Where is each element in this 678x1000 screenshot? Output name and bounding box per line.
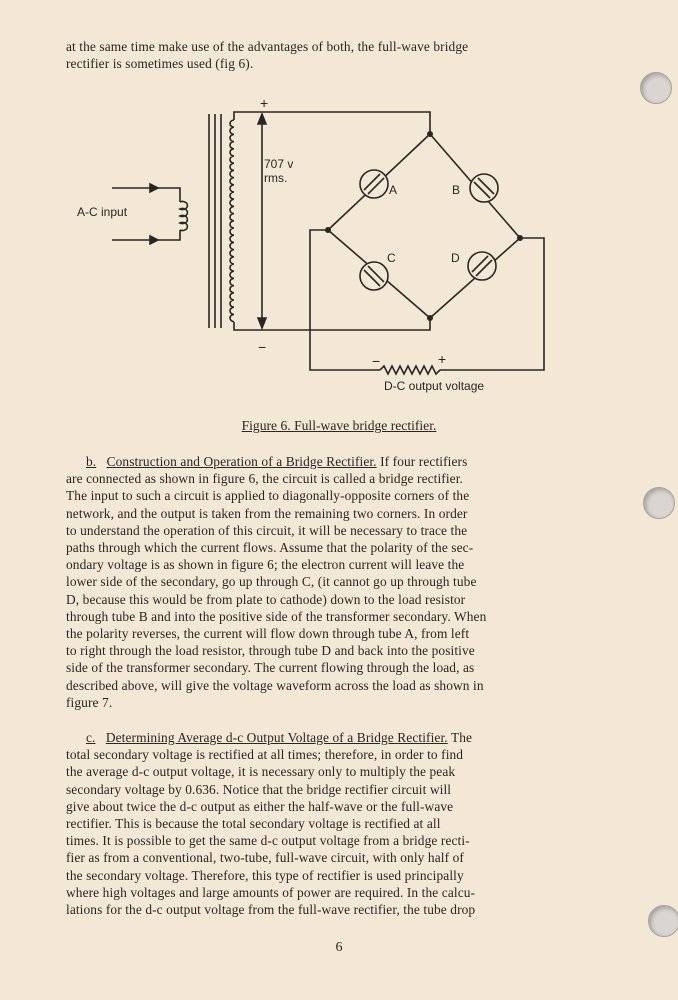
section-b-paragraph [66, 453, 596, 711]
load-plus-label: + [438, 351, 447, 367]
section-b-line: side of the transformer secondary. The current flowing through the load, as [66, 660, 475, 676]
section-b-first-line [66, 453, 596, 470]
section-c-first-line [66, 729, 596, 746]
section-c-line: fier as from a conventional, two-tube, full-wave circuit, with only half of [66, 850, 464, 866]
section-c-line: give about twice the d-c output as either the half-wave or the full-wave [66, 798, 454, 814]
section-b-line: through tube B and into the positive side of the transformer secondary. When [66, 608, 487, 624]
tube-d-icon [468, 252, 496, 280]
tube-c-icon [360, 262, 388, 290]
section-b-line: figure 7. [66, 694, 113, 710]
section-b-line: The input to such a circuit is applied to diagonally-opposite corners of the [66, 488, 470, 504]
section-b-line: to understand the operation of this circuit, it will be necessary to trace the [66, 522, 468, 538]
section-c-heading: Determining Average d-c Output Voltage of a Bridge Rectifier. [105, 730, 448, 745]
intro-line: rectifier is sometimes used (fig 6). [66, 56, 254, 72]
section-b-line: the polarity reverses, the current will flow down through tube A, from left [66, 626, 470, 642]
section-b-heading: Construction and Operation of a Bridge Rectifier. [106, 454, 377, 469]
dc-output-label: D-C output voltage [384, 379, 485, 393]
section-b-line: to right through the load resistor, through tube D and back into the positive [66, 643, 475, 659]
ac-input-label: A-C input [77, 205, 128, 219]
section-b-line: ondary voltage is as shown in figure 6; the electron current will leave the [66, 557, 465, 573]
tube-a-icon [360, 170, 388, 198]
intro-paragraph [66, 38, 596, 72]
section-c-line: total secondary voltage is rectified at all times; therefore, in order to find [66, 747, 464, 763]
binder-hole-bottom [648, 905, 678, 937]
section-c-line: times. It is possible to get the same d-c output voltage from a bridge recti- [66, 833, 470, 849]
tube-b-icon [470, 174, 498, 202]
intro-line: at the same time make use of the advantages of both, the full-wave bridge [66, 39, 469, 54]
section-b-line: lower side of the secondary, go up through C, (it cannot go up through tube [66, 574, 477, 590]
page-number: 6 [335, 940, 343, 955]
voltage-unit-label: rms. [264, 171, 288, 185]
section-b-line: D, because this would be from plate to cathode) down to the load resistor [66, 591, 466, 607]
voltage-value-label: 707 v [264, 157, 294, 171]
section-b-line: are connected as shown in figure 6, the circuit is called a bridge rectifier. [66, 471, 463, 487]
section-b-first-line-rest: If four rectifiers [376, 454, 468, 469]
bridge-rectifier-schematic [0, 90, 678, 400]
tube-b-label: B [452, 183, 461, 197]
section-c-paragraph [66, 729, 596, 918]
tube-c-label: C [387, 251, 396, 265]
figure-caption-text: Figure 6. Full-wave bridge rectifier. [241, 418, 437, 433]
load-minus-label: − [372, 353, 381, 369]
minus-bottom-label: − [258, 339, 267, 355]
section-b-line: described above, will give the voltage waveform across the load as shown in [66, 677, 484, 693]
section-c-line: where high voltages and large amounts of power are required. In the calcu- [66, 884, 476, 900]
tube-a-label: A [389, 183, 398, 197]
section-c-line: lations for the d-c output voltage from the full-wave rectifier, the tube drop [66, 902, 476, 918]
section-c-first-line-rest: The [447, 730, 473, 745]
section-c-line: the secondary voltage. Therefore, this type of rectifier is used principally [66, 867, 464, 883]
figure-caption [0, 418, 678, 434]
section-b-line: paths through which the current flows. Assume that the polarity of the sec- [66, 540, 474, 556]
section-c-line: rectifier. This is because the total secondary voltage is rectified at all [66, 816, 441, 832]
plus-top-label: + [260, 95, 269, 111]
section-b-marker: b. [86, 454, 97, 469]
binder-hole-middle [643, 487, 675, 519]
section-b-line: network, and the output is taken from the remaining two corners. In order [66, 505, 468, 521]
section-c-line: secondary voltage by 0.636. Notice that the bridge rectifier circuit will [66, 781, 452, 797]
tube-d-label: D [451, 251, 460, 265]
section-c-marker: c. [86, 730, 96, 745]
section-c-line: the average d-c output voltage, it is necessary only to multiply the peak [66, 764, 456, 780]
